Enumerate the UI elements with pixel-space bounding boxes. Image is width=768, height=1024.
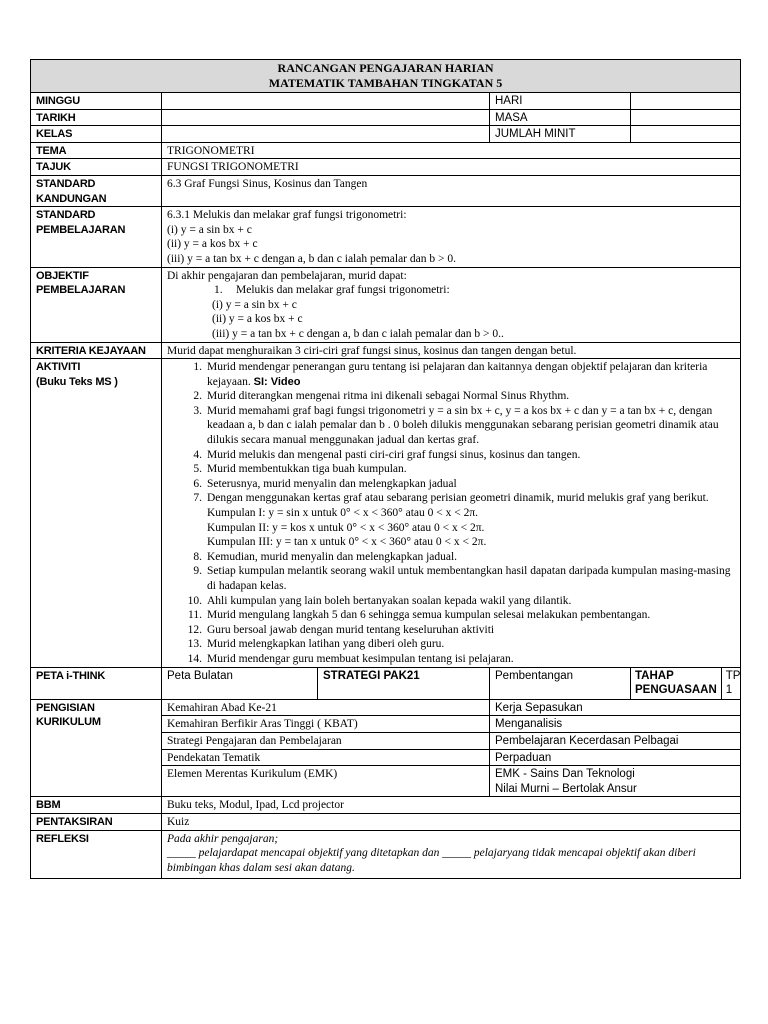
row-aktiviti: [31, 359, 741, 667]
title-line-1: RANCANGAN PENGAJARAN HARIAN: [277, 61, 494, 75]
row-tajuk: [31, 159, 741, 176]
jumlah-minit-label: JUMLAH MINIT: [490, 126, 631, 143]
activity-text: [207, 652, 735, 667]
activity-text-body: Kumpulan II: y = kos x untuk 0° < x < 360° atau 0 < x < 2π.: [207, 521, 485, 534]
row-pengisian-1: [31, 699, 741, 716]
activity-text-body: Murid mendengar penerangan guru tentang isi pelajaran dan kaitannya dengan objektif pelajaran dan kriteria kejayaan.: [207, 361, 708, 388]
activity-text: [207, 360, 735, 389]
activity-text: [207, 623, 735, 638]
activity-text: [207, 404, 735, 448]
pengisian-label-line-2: KURIKULUM: [36, 716, 101, 729]
pengisian-value: [490, 766, 741, 797]
tarikh-label: TARIKH: [31, 109, 162, 126]
activity-item: [184, 550, 735, 565]
activity-text: [207, 550, 735, 565]
activity-number: 10.: [187, 594, 202, 607]
pengisian-key: Strategi Pengajaran dan Pembelajaran: [162, 732, 490, 749]
objektif-value: [162, 267, 741, 342]
aktiviti-label-line-1: AKTIVITI: [36, 361, 81, 374]
jumlah-minit-field[interactable]: [631, 126, 741, 143]
activity-number: 3.: [193, 404, 202, 417]
activity-text-body: Murid melengkapkan latihan yang diberi oleh guru.: [207, 638, 445, 651]
activity-number: 5.: [193, 463, 202, 476]
activity-number: 1.: [193, 361, 202, 374]
masa-label: MASA: [490, 109, 631, 126]
op-label-line-2: PEMBELAJARAN: [36, 284, 126, 297]
row-pentaksiran: [31, 813, 741, 830]
sk-label-line-1: STANDARD: [36, 177, 96, 190]
peta-value: Peta Bulatan: [162, 667, 318, 699]
activity-text: [207, 477, 735, 492]
strategi-value: Pembentangan: [490, 667, 631, 699]
sp-line: (iii) y = a tan bx + c dengan a, b dan c ialah pemalar dan b > 0.: [167, 252, 456, 265]
objektif-item: [167, 283, 735, 298]
tema-label: TEMA: [31, 142, 162, 159]
activity-text-body: Dengan menggunakan kertas graf atau sebarang perisian geometri dinamik, murid melukis graf yang berikut.: [207, 492, 709, 505]
sp-label-line-2: PEMBELAJARAN: [36, 223, 126, 236]
activity-extra-note: SI: Video: [253, 375, 301, 388]
objektif-sub-line: (iii) y = a tan bx + c dengan a, b dan c ialah pemalar dan b > 0..: [212, 327, 504, 340]
pengisian-key: Elemen Merentas Kurikulum (EMK): [162, 766, 490, 797]
aktiviti-label: [31, 359, 162, 667]
activity-text-body: Murid mendengar guru membuat kesimpulan tentang isi pelajaran.: [207, 652, 514, 665]
emk-value-line-2: Nilai Murni – Bertolak Ansur: [495, 782, 637, 795]
tahap-nested: [631, 668, 744, 699]
peta-label: PETA i-THINK: [31, 667, 162, 699]
activity-text-body: Guru bersoal jawab dengan murid tentang keseluruhan aktiviti: [207, 623, 495, 636]
sp-line: (i) y = a sin bx + c: [167, 223, 252, 236]
row-tema: [31, 142, 741, 159]
aktiviti-label-line-2: (Buku Teks MS ): [36, 375, 118, 388]
document-title: [31, 60, 741, 93]
row-kriteria: [31, 342, 741, 359]
activity-number: 7.: [193, 492, 202, 505]
pengisian-label: [31, 699, 162, 797]
activity-item: [184, 477, 735, 492]
kelas-field[interactable]: [162, 126, 490, 143]
objektif-sub-line: (ii) y = a kos bx + c: [212, 313, 303, 326]
activity-text: [207, 521, 735, 536]
tahap-cell: [631, 667, 741, 699]
activity-text-body: Kemudian, murid menyalin dan melengkapkan jadual.: [207, 550, 458, 563]
activity-item: [184, 506, 735, 521]
pengisian-label-line-1: PENGISIAN: [36, 701, 95, 714]
row-objektif: [31, 267, 741, 342]
activity-number: 6.: [193, 477, 202, 490]
activity-item: [184, 360, 735, 389]
activity-item: [184, 652, 735, 667]
row-kelas: [31, 126, 741, 143]
activity-item: [184, 623, 735, 638]
activity-text: [207, 491, 735, 506]
op-label-line-1: OBJEKTIF: [36, 269, 89, 282]
pentaksiran-label: PENTAKSIRAN: [31, 813, 162, 830]
refleksi-line-2: _____ pelajardapat mencapai objektif yang ditetapkan dan _____ pelajaryang tidak mencapai objektif akan diberi bimbingan khas dalam sesi akan datang.: [167, 847, 696, 874]
activity-text: [207, 448, 735, 463]
activity-number: 13.: [187, 638, 202, 651]
activity-text: [207, 608, 735, 623]
aktiviti-value: [162, 359, 741, 667]
standard-pembelajaran-label: [31, 207, 162, 267]
tema-value: TRIGONOMETRI: [162, 142, 741, 159]
tahap-value: TP 1: [725, 669, 741, 697]
standard-kandungan-value: 6.3 Graf Fungsi Sinus, Kosinus dan Tangen: [162, 175, 741, 206]
activity-item: [184, 594, 735, 609]
activity-number: 12.: [187, 623, 202, 636]
activity-list: [184, 360, 735, 666]
sp-line: (ii) y = a kos bx + c: [167, 238, 258, 251]
activity-item: [184, 389, 735, 404]
tahap-label: TAHAP PENGUASAAN: [631, 668, 721, 699]
refleksi-label: REFLEKSI: [31, 830, 162, 879]
sp-label-line-1: STANDARD: [36, 209, 96, 222]
sp-line: 6.3.1 Melukis dan melakar graf fungsi trigonometri:: [167, 209, 407, 222]
refleksi-value: [162, 830, 741, 879]
activity-number: 8.: [193, 550, 202, 563]
kriteria-label: KRITERIA KEJAYAAN: [31, 342, 162, 359]
activity-text: [207, 637, 735, 652]
activity-item: [184, 491, 735, 506]
activity-text: [207, 564, 735, 593]
activity-text-body: Murid memahami graf bagi fungsi trigonometri y = a sin bx + c, y = a kos bx + c dan y = a tan bx + c, dengan keadaan a, b dan c ialah pemalar dan b . 0 boleh dilukis menggunakan sebarang perisian geometri dinamik atau dilukis secara manual menggunakan jadual dan kertas graf.: [207, 404, 719, 447]
pengisian-value: Pembelajaran Kecerdasan Pelbagai: [490, 732, 741, 749]
kriteria-value: Murid dapat menghuraikan 3 ciri-ciri graf fungsi sinus, kosinus dan tangen dengan betul.: [162, 342, 741, 359]
activity-number: [184, 506, 207, 521]
activity-number: 9.: [193, 565, 202, 578]
row-minggu: [31, 93, 741, 110]
activity-item: [184, 608, 735, 623]
hari-label: HARI: [490, 93, 631, 110]
activity-text: [207, 535, 735, 550]
minggu-label: MINGGU: [31, 93, 162, 110]
pengisian-key: Kemahiran Berfikir Aras Tinggi ( KBAT): [162, 716, 490, 733]
activity-number: 11.: [188, 609, 202, 622]
strategi-label: STRATEGI PAK21: [318, 667, 490, 699]
activity-number: 14.: [187, 652, 202, 665]
activity-number: [184, 521, 207, 536]
activity-text-body: Seterusnya, murid menyalin dan melengkapkan jadual: [207, 477, 457, 490]
hari-field[interactable]: [631, 93, 741, 110]
activity-text: [207, 594, 735, 609]
activity-text-body: Ahli kumpulan yang lain boleh bertanyakan soalan kepada wakil yang dilantik.: [207, 594, 572, 607]
pengisian-value: Kerja Sepasukan: [490, 699, 741, 716]
bbm-value: Buku teks, Modul, Ipad, Lcd projector: [162, 797, 741, 814]
lesson-plan-table: [30, 59, 741, 879]
header-row: [31, 60, 741, 93]
activity-text-body: Kumpulan III: y = tan x untuk 0° < x < 360° atau 0 < x < 2π.: [207, 536, 487, 549]
tajuk-label: TAJUK: [31, 159, 162, 176]
activity-number: 4.: [193, 448, 202, 461]
objektif-sub-line: (i) y = a sin bx + c: [212, 298, 297, 311]
row-standard-pembelajaran: [31, 207, 741, 267]
activity-item: [184, 535, 735, 550]
activity-text-body: Murid melukis dan mengenal pasti ciri-ciri graf fungsi sinus, kosinus dan tangen.: [207, 448, 581, 461]
objektif-intro: Di akhir pengajaran dan pembelajaran, murid dapat:: [167, 269, 407, 282]
pengisian-key: Pendekatan Tematik: [162, 749, 490, 766]
pengisian-key: Kemahiran Abad Ke-21: [162, 699, 490, 716]
activity-item: [184, 448, 735, 463]
masa-field[interactable]: [631, 109, 741, 126]
row-tarikh: [31, 109, 741, 126]
bbm-label: BBM: [31, 797, 162, 814]
activity-number: 2.: [193, 390, 202, 403]
activity-text-body: Setiap kumpulan melantik seorang wakil untuk membentangkan hasil dapatan daripada kumpulan masing-masing di hadapan kelas.: [207, 565, 731, 592]
activity-item: [184, 637, 735, 652]
activity-text-body: Murid mengulang langkah 5 dan 6 sehingga semua kumpulan selesai melakukan pembentangan.: [207, 609, 651, 622]
row-standard-kandungan: [31, 175, 741, 206]
standard-kandungan-label: [31, 175, 162, 206]
tajuk-value: FUNGSI TRIGONOMETRI: [162, 159, 741, 176]
row-refleksi: [31, 830, 741, 879]
kelas-label: KELAS: [31, 126, 162, 143]
activity-text-body: Kumpulan I: y = sin x untuk 0° < x < 360° atau 0 < x < 2π.: [207, 507, 479, 520]
refleksi-line-1: Pada akhir pengajaran;: [167, 832, 279, 845]
activity-text: [207, 462, 735, 477]
pengisian-value: Perpaduan: [490, 749, 741, 766]
pentaksiran-value: Kuiz: [162, 813, 741, 830]
pengisian-value: Menganalisis: [490, 716, 741, 733]
row-peta: [31, 667, 741, 699]
objektif-label: [31, 267, 162, 342]
row-bbm: [31, 797, 741, 814]
activity-item: [184, 521, 735, 536]
objektif-item-number: 1.: [214, 284, 223, 297]
activity-text: [207, 506, 735, 521]
activity-item: [184, 404, 735, 448]
activity-text: [207, 389, 735, 404]
activity-text-body: Murid diterangkan mengenai ritma ini dikenali sebagai Normal Sinus Rhythm.: [207, 390, 570, 403]
emk-value-line-1: EMK - Sains Dan Teknologi: [495, 768, 635, 781]
activity-number: [184, 535, 207, 550]
objektif-item-text: Melukis dan melakar graf fungsi trigonometri:: [236, 284, 450, 297]
tarikh-field[interactable]: [162, 109, 490, 126]
standard-pembelajaran-value: [162, 207, 741, 267]
minggu-field[interactable]: [162, 93, 490, 110]
activity-item: [184, 462, 735, 477]
activity-text-body: Murid membentukkan tiga buah kumpulan.: [207, 463, 407, 476]
title-line-2: MATEMATIK TAMBAHAN TINGKATAN 5: [268, 76, 503, 90]
activity-item: [184, 564, 735, 593]
sk-label-line-2: KANDUNGAN: [36, 192, 107, 205]
